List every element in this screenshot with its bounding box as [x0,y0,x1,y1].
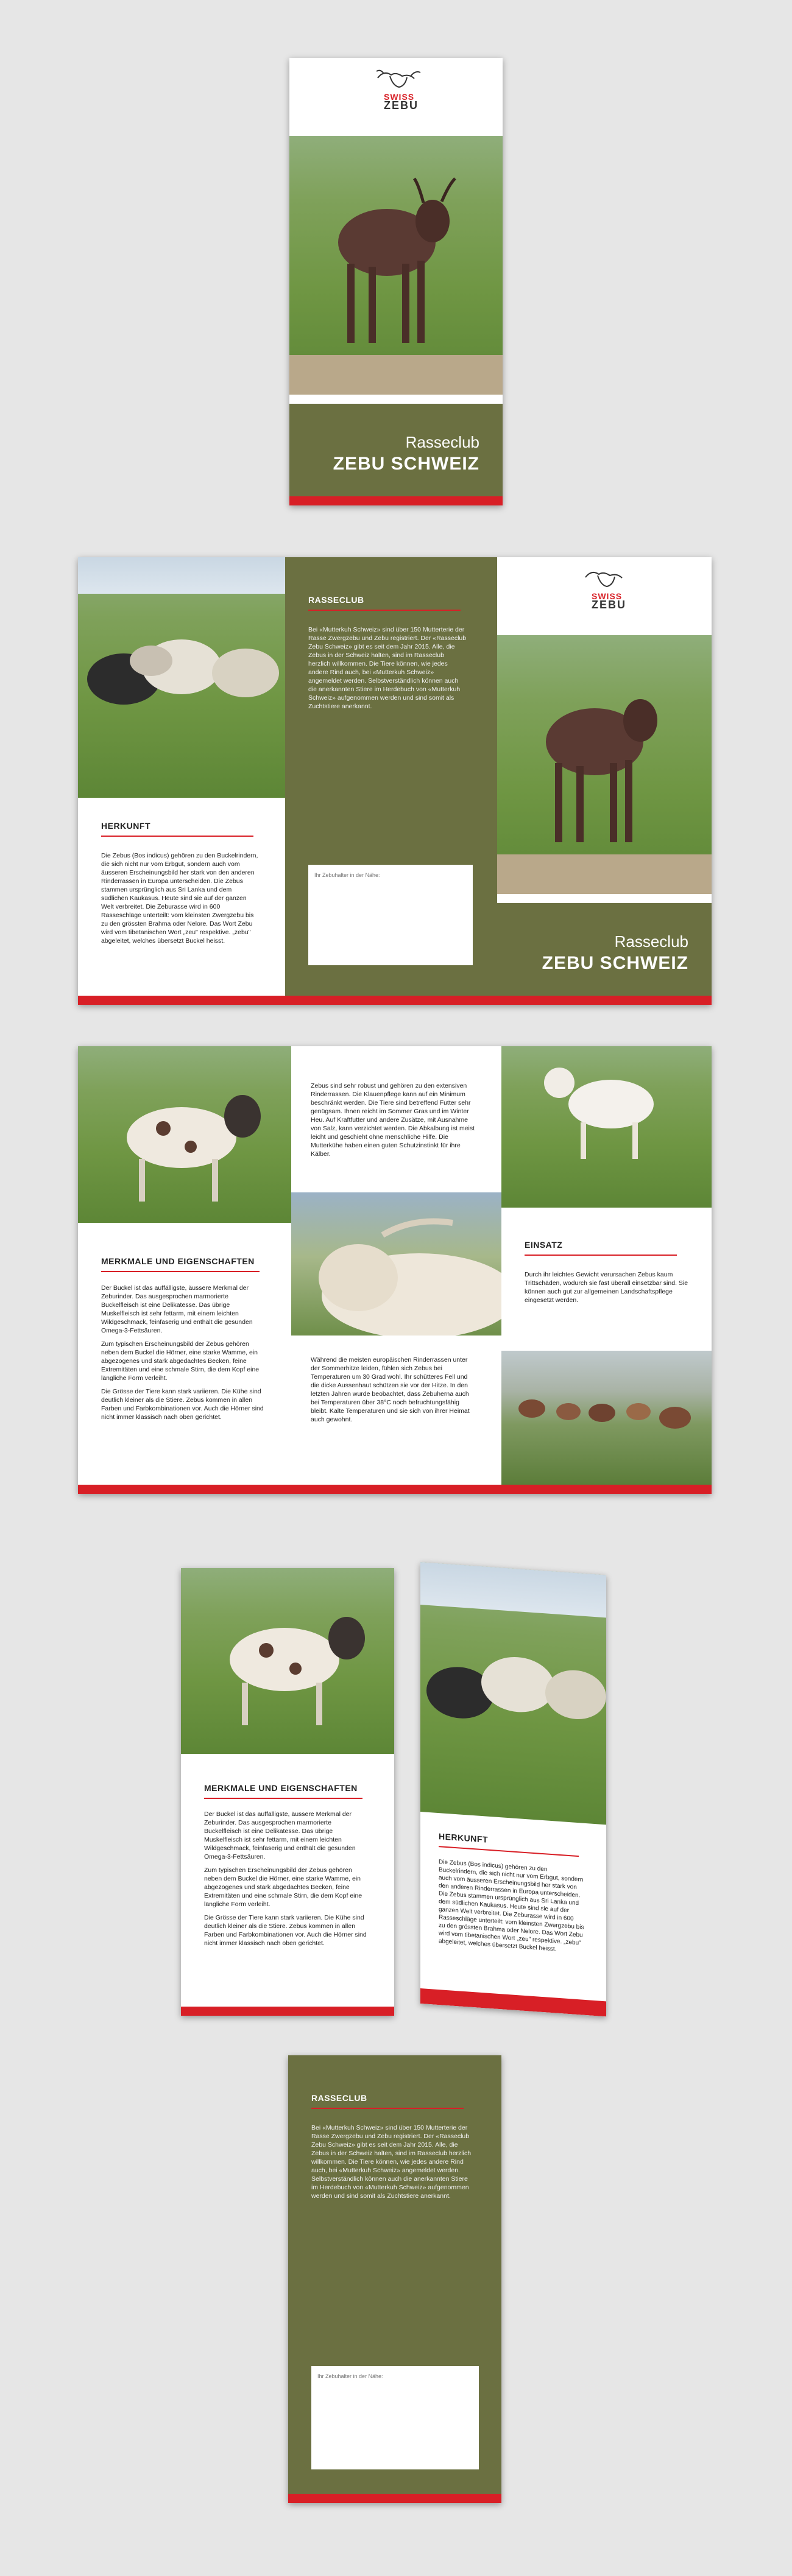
cover-cow-photo [289,136,503,395]
merkmale-section [78,1223,291,1485]
red-stripe [420,1988,606,2016]
merkmale-p3: Die Grösse der Tiere kann stark variieren. Die Kühe sind deutlich kleiner als die Stiere. Zebus kommen in allen Farben und Farbkombinationen vor. Auch die Hörner sind nicht immer klassisch nach oben gerichtet. [204,1914,367,1947]
spotted-cow-photo [78,1046,291,1223]
merkmale-heading: MERKMALE UND EIGENSCHAFTEN [204,1783,358,1793]
einsatz-text: Durch ihr leichtes Gewicht verursachen Zebus kaum Trittschäden, wodurch sie fast überall einsetzbar sind. Sie können auch gut zur allgemeinen Landschaftspflege eingesetzt werden. [525,1271,688,1304]
cover-subtitle: Rasseclub [614,932,688,951]
herd-photo [78,557,285,798]
red-stripe [288,2494,501,2503]
middle-column [291,1046,501,1485]
cover-title-block [497,903,712,996]
zebu-head-icon [573,568,640,593]
einsatz-heading: EINSATZ [525,1240,563,1250]
right-column [501,1046,712,1485]
cover-subtitle: Rasseclub [405,433,479,451]
cover-cow-photo [497,635,712,894]
herkunft-text: Die Zebus (Bos indicus) gehören zu den Buckelrindern, die sich nicht nur vom Erbgut, sondern auch vom äusseren Erscheinungsbild her stark von den anderen Rinderrassen in Europa unterscheiden. Die Zebus stammen ursprünglich aus Sri Lanka und dem südlichen Kaukasus. Heute sind sie auf der ganzen Welt verbreitet. Die Zeburasse wird in 600 Rasseschläge unterteilt: vom kleinsten Zwergzebu bis zu den grössten Brahma oder Nelore. Das Wort Zebu wird vom tibetanischen Wort „zeu" respektive. „zebu" abgeleitet, welches übersetzt Buckel heisst. [439,1859,584,1953]
merkmale-rule [101,1271,260,1272]
herd-photo [420,1562,606,1825]
rasseclub-rule [308,610,461,611]
swiss-zebu-logo [366,69,433,111]
merkmale-p2: Zum typischen Erscheinungsbild der Zebus gehören neben dem Buckel die Hörner, eine starke Wamme, ein abgezogenes und stark abgedachtes Becken, feine Extremitäten und eine schmale Stirn, die dem Kopf eine längliche Form verleiht. [204,1867,362,1908]
merkmale-section [181,1754,394,2007]
address-box[interactable] [311,2366,479,2469]
red-stripe [78,996,712,1005]
einsatz-rule [525,1255,677,1256]
merkmale-p3: Die Grösse der Tiere kann stark variieren. Die Kühe sind deutlich kleiner als die Stiere. Zebus kommen in allen Farben und Farbkombinationen vor. Auch die Hörner sind nicht immer klassisch nach oben gerichtet. [101,1388,264,1421]
cover-title: ZEBU SCHWEIZ [333,454,479,474]
logo-line1: SWISS [384,92,415,102]
herkunft-text: Die Zebus (Bos indicus) gehören zu den Buckelrindern, die sich nicht nur vom Erbgut, sondern auch vom äusseren Erscheinungsbild her stark von den anderen Rinderrassen in Europa unterscheiden. Die Zebus stammen ursprünglich aus Sri Lanka und dem südlichen Kaukasus. Heute sind sie auf der ganzen Welt verbreitet. Die Zeburasse wird in 600 Rasseschläge unterteilt: vom kleinsten Zwergzebu bis zu den grössten Brahma oder Nelore. Das Wort Zebu wird vom tibetanischen Wort „zeu" respektive. „zebu" abgeleitet, welches übersetzt Buckel heisst. [101,852,258,945]
rasseclub-rule [311,2108,464,2109]
merkmale-body [101,1284,264,1426]
logo-line1: SWISS [592,591,623,601]
herkunft-rule [101,836,253,837]
outside-spread [78,557,712,1005]
address-box[interactable] [308,865,473,965]
red-stripe [78,1485,712,1494]
merkmale-p1: Der Buckel ist das auffälligste, äussere Merkmal der Zeburinder. Das ausgesprochen marmorierte Buckelfleisch ist eine Delikatesse. Das übrige Muskelfleisch ist sehr fettarm, mit einem leichten Wildgeschmack, feinfaserig und enthält die gesunden Omega-3-Fettsäuren. [101,1284,253,1334]
merkmale-p1: Der Buckel ist das auffälligste, äussere Merkmal der Zeburinder. Das ausgesprochen marmorierte Buckelfleisch ist eine Delikatesse. Das übrige Muskelfleisch ist sehr fettarm, mit einem leichten Wildgeschmack, feinfaserig und enthält die gesunden Omega-3-Fettsäuren. [204,1811,356,1860]
robust-text: Zebus sind sehr robust und gehören zu den extensiven Rinderrassen. Die Klauenpflege kann auf ein Minimum beschränkt werden. Die Tiere sind betreffend Futter sehr genügsam. Ihnen reicht im Sommer Gras und im Winter Heu. Auf Kraftfutter und andere Zusätze, mit Ausnahme von Salz, kann verzichtet werden. Die Abkalbung ist meist leicht und geschieht ohne menschliche Hilfe. Die Mutterkühe haben einen guten Schutzinstinkt für ihre Kälber. [311,1082,475,1158]
address-label: Ihr Zebuhalter in der Nähe: [317,2373,383,2379]
herkunft-rule [439,1846,579,1857]
cover-repeat [497,557,712,996]
white-calf-photo [501,1046,712,1208]
herkunft-heading: HERKUNFT [101,821,150,831]
herkunft-heading: HERKUNFT [439,1831,488,1845]
rasseclub-heading: RASSECLUB [311,2093,367,2103]
back-panel [288,2055,501,2503]
cover-title-block [289,404,503,496]
folded-right-panel [420,1562,606,2016]
merkmale-heading: MERKMALE UND EIGENSCHAFTEN [101,1256,255,1266]
herd-field-photo [501,1351,712,1485]
rasseclub-text: Bei «Mutterkuh Schweiz» sind über 150 Mutterterie der Rasse Zwergzebu und Zebu registriert. Der «Rasseclub Zebu Schweiz» gibt es seit dem Jahr 2015. Alle, die Zebus in der Schweiz halten, sind im Rasseclub herzlich willkommen. Die Tiere können, wie jedes andere Rind auch, bei «Mutterkuh Schweiz» angemeldet werden. Selbstverständlich können auch die anerkannten Stiere im Herdebuch von «Mutterkuh Schweiz» aufgenommen werden und sind somit als Zuchtstiere anerkannt. [311,2124,472,2200]
red-stripe [289,496,503,505]
red-stripe [181,2007,394,2016]
cover-panel [289,58,503,505]
hitze-text: Während die meisten europäischen Rinderrassen unter der Sommerhitze leiden, fühlen sich Zebus bei Temperaturen um 30 Grad wohl. Ihr schütteres Fell und die dicke Aussenhaut schützen sie vor der Hitze. In den letzten Jahren wurde beobachtet, dass Zebuherna auch bei Temperaturen über 38°C noch befruchtungsfähig bleibt. Kalte Temperaturen und sie sich von ihrer Heimat auch gewohnt. [311,1356,470,1423]
logo-line2: ZEBU [384,99,419,111]
logo-line2: ZEBU [592,599,626,611]
merkmale-p2: Zum typischen Erscheinungsbild der Zebus gehören neben dem Buckel die Hörner, eine starke Wamme, ein abgezogenes und stark abgedachtes Becken, feine Extremitäten und eine schmale Stirn, die dem Kopf eine längliche Form verleiht. [101,1340,260,1382]
white-cow-head-photo [291,1192,501,1336]
folded-left-panel [181,1568,394,2016]
rasseclub-heading: RASSECLUB [308,595,364,605]
herkunft-section [78,798,285,996]
address-label: Ihr Zebuhalter in der Nähe: [314,872,380,878]
swiss-zebu-logo-small [573,568,640,611]
spotted-cow-photo [181,1568,394,1754]
inside-spread [78,1046,712,1494]
merkmale-rule [204,1798,362,1799]
cover-title: ZEBU SCHWEIZ [542,953,688,973]
rasseclub-text: Bei «Mutterkuh Schweiz» sind über 150 Mutterterie der Rasse Zwergzebu und Zebu registriert. Der «Rasseclub Zebu Schweiz» gibt es seit dem Jahr 2015. Alle, die Zebus in der Schweiz halten, sind im Rasseclub herzlich willkommen. Die Tiere können, wie jedes andere Rind auch, bei «Mutterkuh Schweiz» angemeldet werden. Selbstverständlich können auch die anerkannten Stiere im Herdebuch von «Mutterkuh Schweiz» aufgenommen werden und sind somit als Zuchtstiere anerkannt. [308,626,467,710]
merkmale-body [204,1810,369,1952]
zebu-head-icon [366,69,433,93]
rasseclub-panel [285,557,497,996]
